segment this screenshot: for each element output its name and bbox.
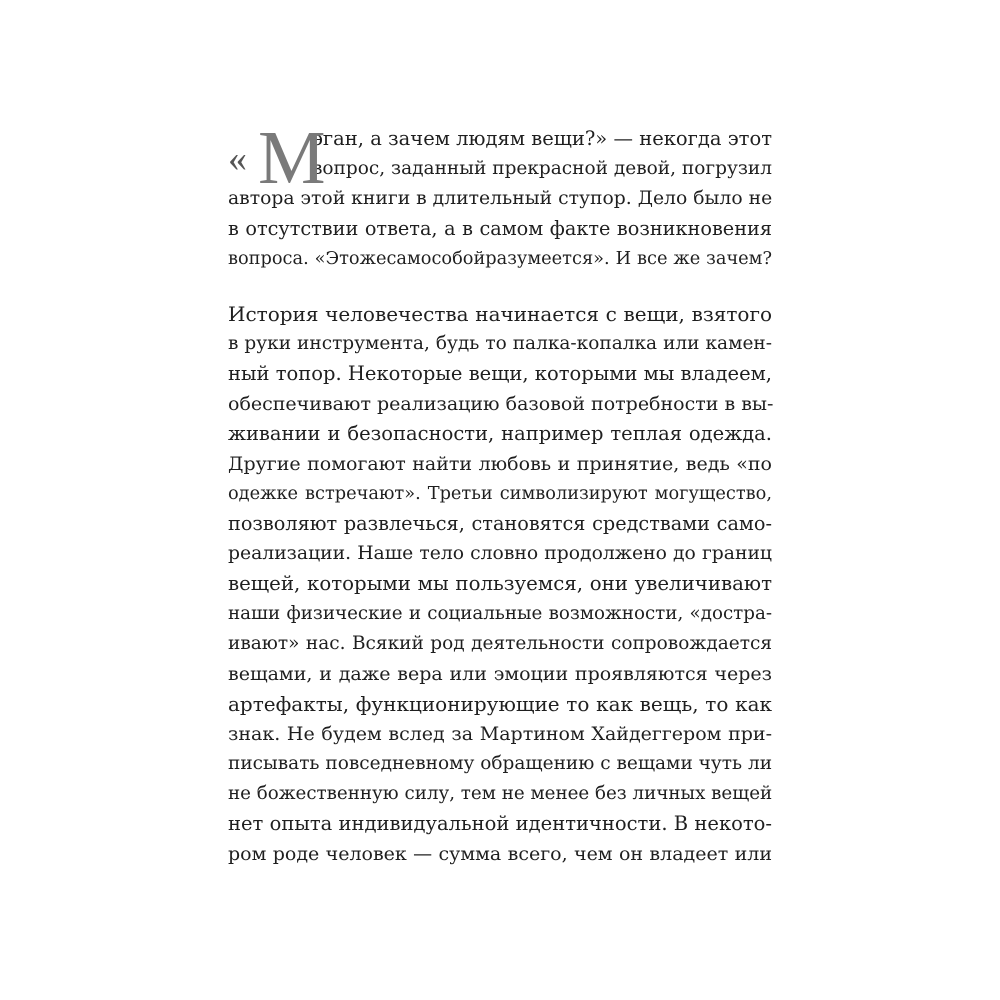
text-line: вопроса. «Этожесамособойразумеется». И все же зачем? [228, 249, 772, 269]
text-line: эган, а зачем людям вещи?» — некогда этот [312, 127, 772, 150]
text-line: наши физические и социальные возможности, «достра- [228, 603, 772, 624]
text-line: позволяют развлечься, становятся средствами само- [228, 512, 772, 535]
text-line: вещами, и даже вера или эмоции проявляются через [228, 663, 772, 685]
text-line: знак. Не будем вслед за Мартином Хайдеггером при- [228, 723, 772, 745]
text-line: ивают» нас. Всякий род деятельности сопровождается [228, 633, 772, 654]
drop-cap [228, 116, 326, 200]
text-line: Другие помогают найти любовь и принятие, ведь «по [228, 453, 772, 475]
paragraph-intro [228, 116, 773, 274]
text-line: ром роде человек — сумма всего, чем он владеет или [228, 843, 772, 865]
paragraph-main [228, 299, 772, 869]
text-line: живании и безопасности, например теплая одежда. [228, 422, 772, 445]
text-line: автора этой книги в длительный ступор. Дело было не [228, 188, 773, 209]
text-line: вопрос, заданный прекрасной девой, погрузил [312, 158, 772, 179]
text-line: нет опыта индивидуальной идентичности. В некото- [228, 812, 772, 835]
text-line: реализации. Наше тело словно продолжено до границ [228, 543, 772, 564]
text-line: одежке встречают». Третьи символизируют могущество, [228, 484, 772, 504]
drop-cap-letter: М [258, 116, 326, 200]
text-line: История человечества начинается с вещи, взятого [228, 302, 772, 326]
text-line: в руки инструмента, будь то палка-копалка или камен- [228, 333, 772, 354]
text-line: ный топор. Некоторые вещи, которыми мы владеем, [228, 362, 772, 385]
text-line: вещей, которыми мы пользуемся, они увеличивают [228, 572, 772, 595]
text-line: писывать повседневному обращению с вещами чуть ли [228, 753, 773, 774]
text-line: артефакты, функционирующие то как вещь, то как [228, 692, 772, 716]
text-line: в отсутствии ответа, а в самом факте возникновения [228, 217, 772, 240]
text-line: обеспечивают реализацию базовой потребности в вы- [228, 393, 774, 415]
text-line: не божественную силу, тем не менее без личных вещей [228, 783, 773, 804]
drop-cap-quote-mark: « [228, 138, 247, 180]
